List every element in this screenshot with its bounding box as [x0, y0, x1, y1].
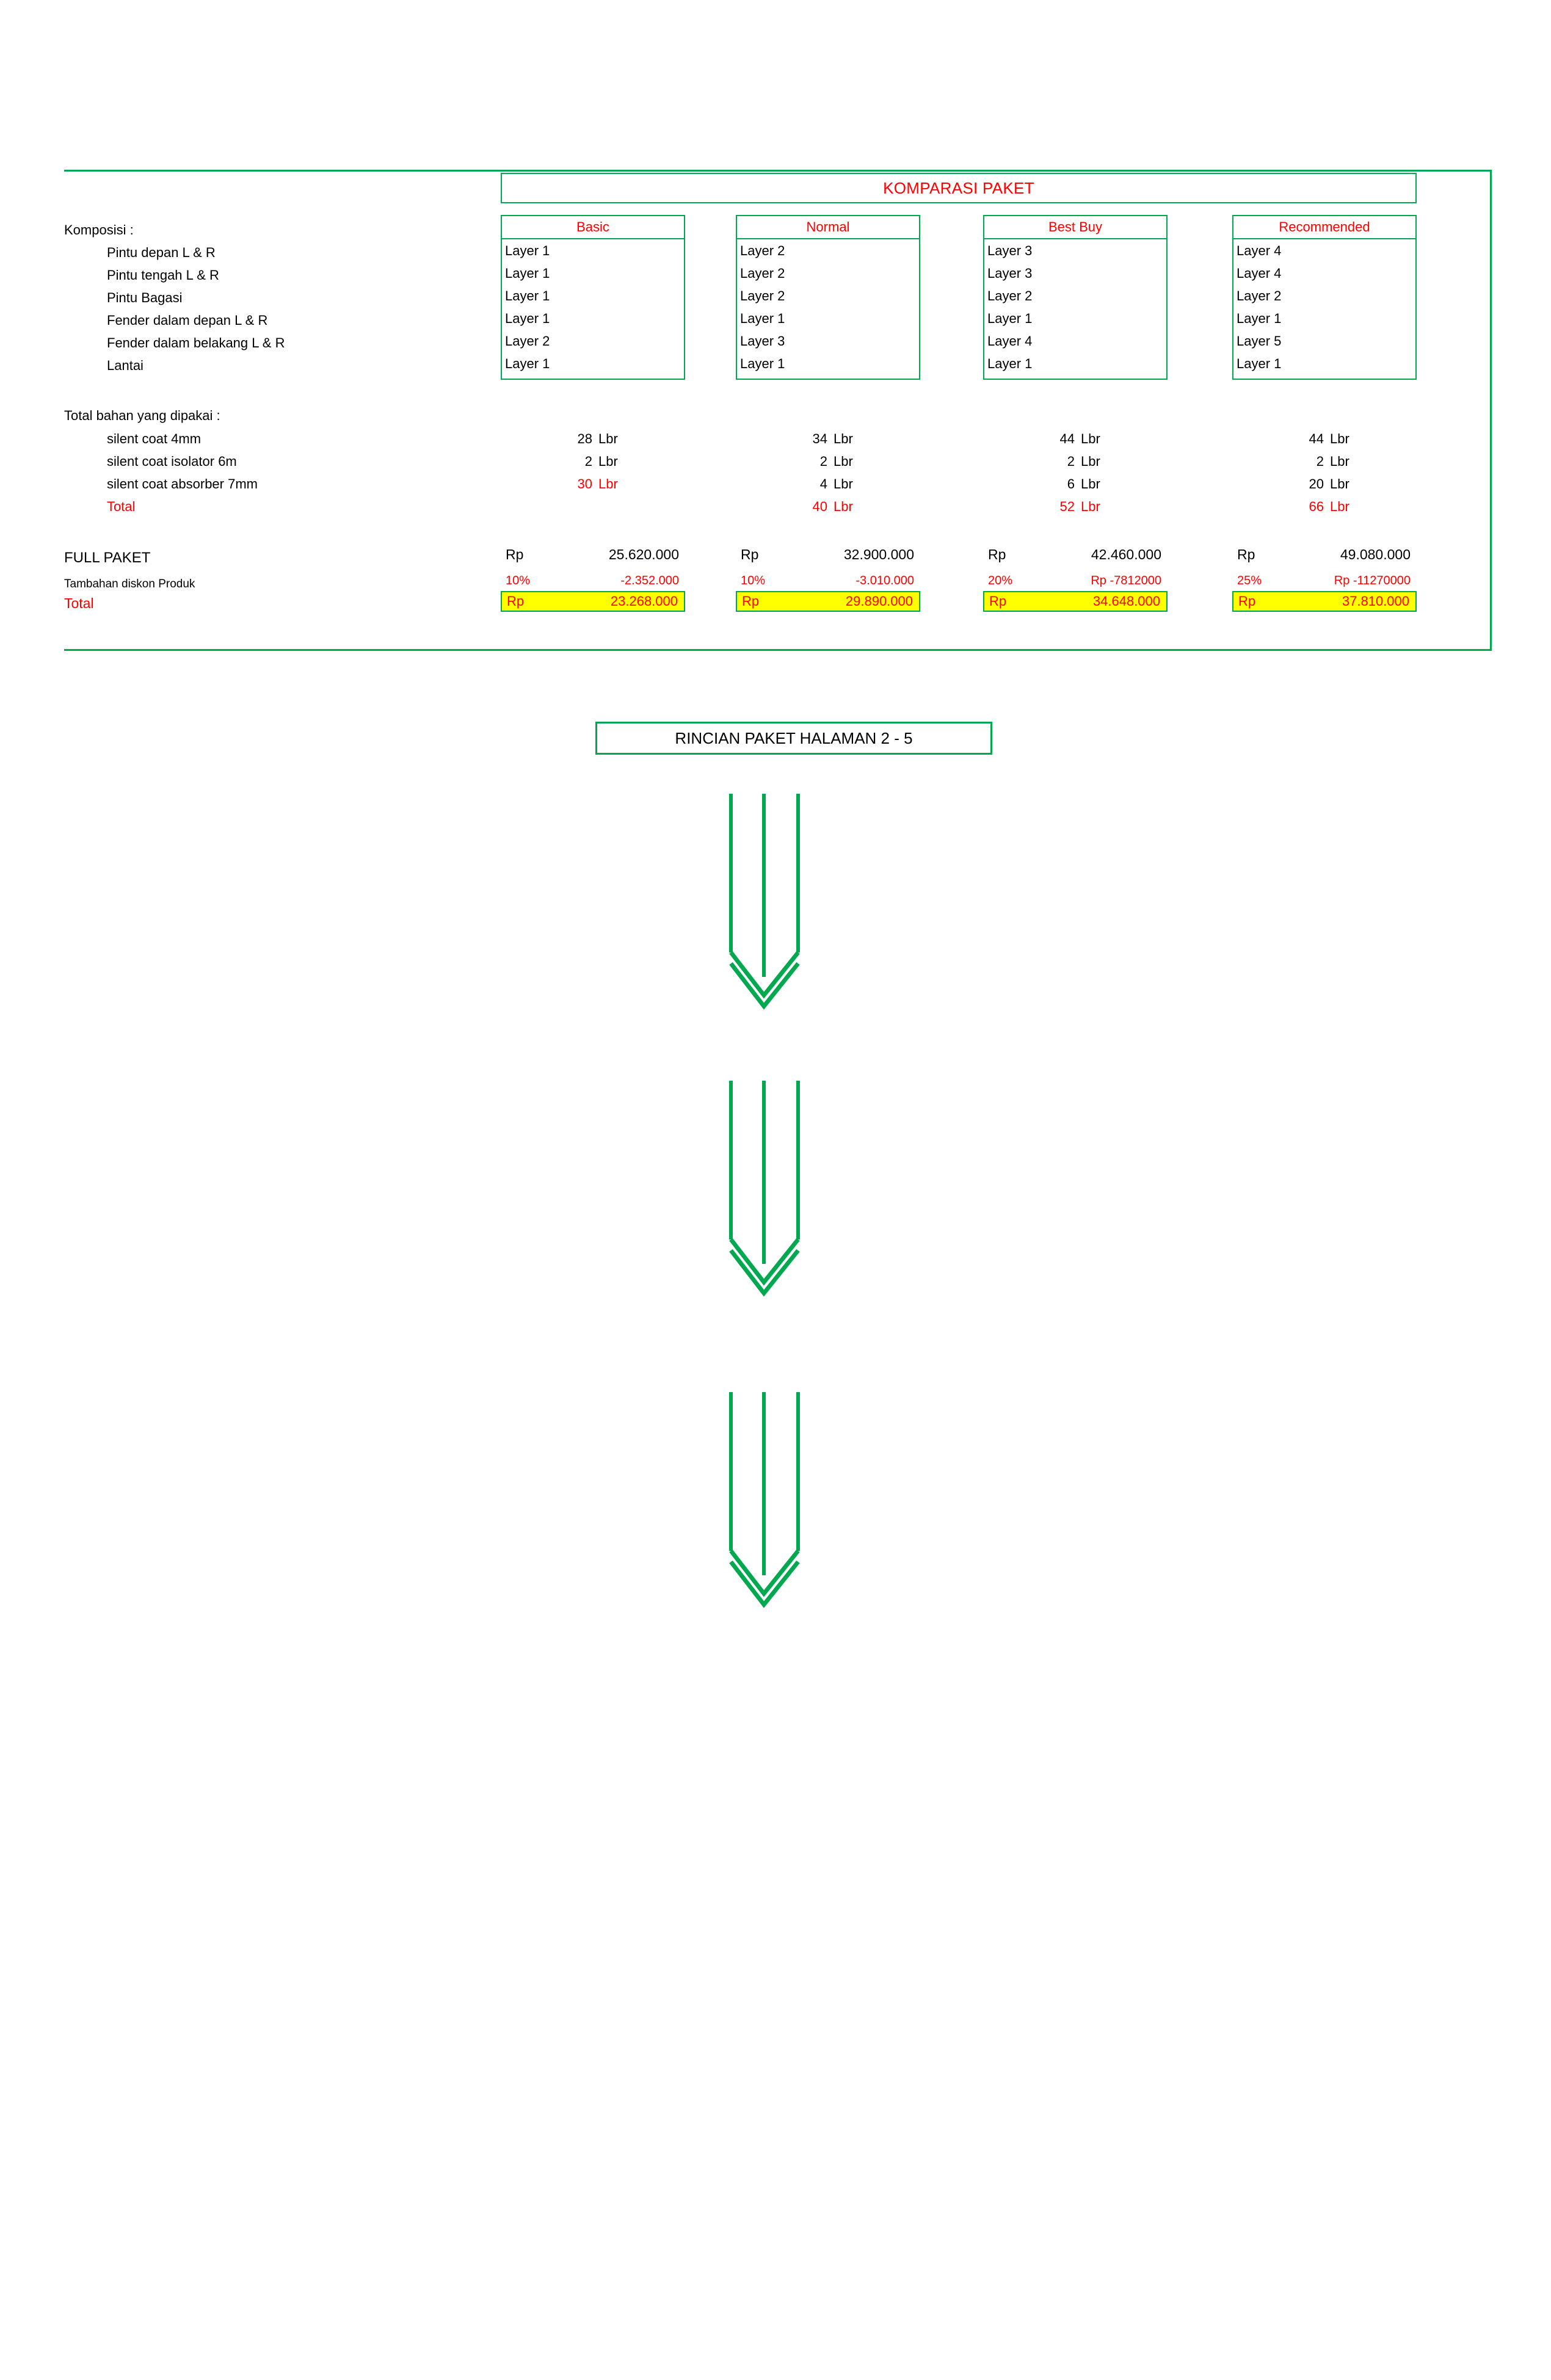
package-header-normal	[736, 215, 920, 239]
down-arrow-1	[717, 794, 840, 1038]
layer-value: Layer 2	[1237, 288, 1282, 303]
bottom-rule	[64, 649, 1492, 651]
komposisi-item: Fender dalam depan L & R	[107, 313, 268, 328]
komparasi-title-text: KOMPARASI PAKET	[883, 178, 1034, 197]
qty-unit: Lbr	[1330, 476, 1349, 492]
layer-value: Layer 2	[740, 243, 785, 258]
bahan-item: silent coat absorber 7mm	[107, 476, 258, 492]
qty-unit: Lbr	[834, 476, 853, 492]
package-name: Basic	[576, 219, 609, 234]
currency-symbol: Rp	[1238, 593, 1256, 609]
package-name: Best Buy	[1048, 219, 1103, 234]
komparasi-title	[501, 173, 1417, 203]
qty-unit: Lbr	[1081, 476, 1100, 492]
tambahan-diskon-label: Tambahan diskon Produk	[64, 578, 195, 590]
layer-value: Layer 2	[740, 288, 785, 303]
qty-total-unit: Lbr	[1081, 499, 1100, 514]
komposisi-label: Komposisi :	[64, 222, 134, 238]
layer-value: Layer 1	[505, 266, 550, 281]
total-price-basic	[501, 591, 685, 612]
full-price-normal	[736, 546, 920, 563]
package-header-best-buy	[983, 215, 1168, 239]
qty-unit: Lbr	[834, 431, 853, 446]
total-price-value: 23.268.000	[610, 593, 678, 609]
qty-list-normal	[736, 427, 920, 518]
komposisi-item: Pintu tengah L & R	[107, 267, 219, 283]
package-header-basic	[501, 215, 685, 239]
qty-total-unit: Lbr	[598, 476, 618, 492]
layer-list-best-buy	[983, 239, 1168, 375]
qty-number: 2	[584, 454, 592, 469]
full-paket-label: FULL PAKET	[64, 550, 151, 566]
package-name: Recommended	[1279, 219, 1370, 234]
layer-value: Layer 1	[1237, 356, 1282, 371]
bahan-item-total: Total	[107, 499, 136, 514]
discount-percent: 10%	[741, 574, 766, 587]
layer-list-recommended	[1232, 239, 1417, 375]
total-bahan-label: Total bahan yang dipakai :	[64, 408, 220, 423]
full-price-value: 42.460.000	[1091, 546, 1161, 562]
qty-unit: Lbr	[598, 431, 618, 446]
qty-unit: Lbr	[1330, 454, 1349, 469]
full-price-value: 49.080.000	[1340, 546, 1411, 562]
currency-symbol: Rp	[989, 593, 1007, 609]
currency-symbol: Rp	[1237, 546, 1255, 562]
layer-value: Layer 3	[740, 333, 785, 349]
layer-value: Layer 1	[505, 288, 550, 303]
layer-value: Layer 3	[987, 266, 1033, 281]
komposisi-item: Pintu Bagasi	[107, 290, 183, 305]
total-price-recommended	[1232, 591, 1417, 612]
package-header-recommended	[1232, 215, 1417, 239]
total-price-best-buy	[983, 591, 1168, 612]
layer-value: Layer 2	[505, 333, 550, 349]
qty-total-unit: Lbr	[1330, 499, 1349, 514]
qty-total-number: 30	[577, 476, 592, 492]
qty-number: 4	[819, 476, 827, 492]
qty-number: 2	[1316, 454, 1324, 469]
discount-value: Rp -7812000	[1091, 574, 1161, 587]
total-price-value: 29.890.000	[845, 593, 913, 609]
discount-basic	[501, 574, 685, 588]
full-price-best-buy	[983, 546, 1168, 563]
currency-symbol: Rp	[506, 546, 524, 562]
layer-value: Layer 1	[505, 243, 550, 258]
layer-list-basic	[501, 239, 685, 375]
discount-value: Rp -11270000	[1334, 574, 1411, 587]
rincian-paket-text: RINCIAN PAKET HALAMAN 2 - 5	[675, 728, 913, 747]
currency-symbol: Rp	[742, 593, 760, 609]
layer-value: Layer 1	[740, 311, 785, 326]
layer-value: Layer 1	[987, 356, 1033, 371]
qty-number: 2	[819, 454, 827, 469]
total-price-label: Total	[64, 595, 94, 611]
qty-number: 6	[1067, 476, 1075, 492]
qty-unit: Lbr	[1081, 454, 1100, 469]
full-price-basic	[501, 546, 685, 563]
layer-value: Layer 1	[1237, 311, 1282, 326]
qty-list-basic	[501, 427, 685, 495]
komposisi-item: Fender dalam belakang L & R	[107, 335, 285, 350]
bahan-item: silent coat isolator 6m	[107, 454, 237, 469]
layer-value: Layer 4	[1237, 266, 1282, 281]
discount-value: -3.010.000	[855, 574, 914, 587]
discount-normal	[736, 574, 920, 588]
bahan-item: silent coat 4mm	[107, 431, 202, 446]
layer-value: Layer 1	[740, 356, 785, 371]
qty-number: 20	[1309, 476, 1324, 492]
discount-percent: 10%	[506, 574, 531, 587]
komposisi-item: Pintu depan L & R	[107, 245, 216, 260]
bahan-item-list	[107, 427, 258, 518]
total-price-value: 37.810.000	[1342, 593, 1409, 609]
full-price-value: 32.900.000	[843, 546, 914, 562]
qty-list-best-buy	[983, 427, 1168, 518]
total-price-value: 34.648.000	[1092, 593, 1160, 609]
qty-unit: Lbr	[834, 454, 853, 469]
package-name: Normal	[806, 219, 850, 234]
total-price-normal	[736, 591, 920, 612]
discount-best-buy	[983, 574, 1168, 588]
full-price-value: 25.620.000	[608, 546, 679, 562]
down-arrow-2	[717, 1081, 840, 1325]
qty-total-number: 66	[1309, 499, 1324, 514]
layer-value: Layer 2	[987, 288, 1033, 303]
qty-total-number: 52	[1059, 499, 1075, 514]
discount-percent: 25%	[1237, 574, 1262, 587]
qty-unit: Lbr	[1081, 431, 1100, 446]
full-price-recommended	[1232, 546, 1417, 563]
layer-value: Layer 5	[1237, 333, 1282, 349]
layer-value: Layer 2	[740, 266, 785, 281]
qty-number: 28	[577, 431, 592, 446]
currency-symbol: Rp	[741, 546, 759, 562]
qty-unit: Lbr	[1330, 431, 1349, 446]
layer-value: Layer 4	[987, 333, 1033, 349]
top-left-rule	[64, 170, 467, 172]
discount-recommended	[1232, 574, 1417, 588]
layer-value: Layer 1	[987, 311, 1033, 326]
discount-percent: 20%	[988, 574, 1013, 587]
layer-value: Layer 1	[505, 311, 550, 326]
qty-number: 44	[1059, 431, 1075, 446]
rincian-paket-banner	[595, 722, 992, 755]
qty-total-number: 40	[812, 499, 827, 514]
komposisi-item-list	[107, 241, 285, 377]
currency-symbol: Rp	[988, 546, 1006, 562]
currency-symbol: Rp	[507, 593, 525, 609]
discount-value: -2.352.000	[620, 574, 679, 587]
qty-number: 44	[1309, 431, 1324, 446]
down-arrow-3	[717, 1392, 840, 1636]
layer-list-normal	[736, 239, 920, 375]
layer-value: Layer 3	[987, 243, 1033, 258]
qty-number: 34	[812, 431, 827, 446]
qty-unit: Lbr	[598, 454, 618, 469]
layer-value: Layer 4	[1237, 243, 1282, 258]
qty-total-unit: Lbr	[834, 499, 853, 514]
komposisi-item: Lantai	[107, 358, 143, 373]
qty-number: 2	[1067, 454, 1075, 469]
layer-value: Layer 1	[505, 356, 550, 371]
qty-list-recommended	[1232, 427, 1417, 518]
